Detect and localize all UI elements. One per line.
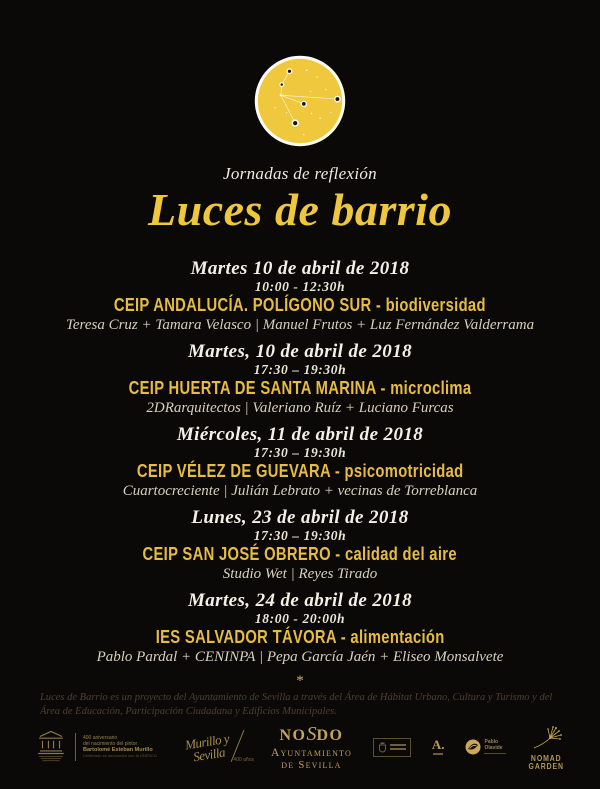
murillo-signature-logo bbox=[178, 725, 254, 769]
dandelion-seed-icon bbox=[530, 724, 564, 750]
nodo-right: DO bbox=[316, 726, 344, 744]
gobierno-text-lines bbox=[390, 743, 406, 752]
session-speakers: Pablo Pardal + CENINPA | Pepa García Jaén + Eliseo Monsalvete bbox=[96, 649, 504, 665]
asterisk-marker: * bbox=[296, 673, 304, 689]
a-logo-underline bbox=[433, 753, 443, 755]
olavide-line1: Pablo bbox=[484, 739, 499, 746]
footnote-text: Luces de Barrio es un proyecto del Ayuntamiento de Sevilla a través del Área de Hábitat Urbano, Cultura y Turismo y del Área de Educación, Participación Ciudadana y Edificios Municipales. bbox=[40, 692, 553, 717]
session-time: 17:30 – 19:30h bbox=[253, 528, 347, 543]
session-venue-topic bbox=[0, 627, 600, 648]
session-venue-topic bbox=[0, 295, 600, 316]
signature-years: 400 años bbox=[233, 757, 254, 763]
session-2 bbox=[0, 341, 600, 418]
unesco-line2: del nacimiento del pintor bbox=[83, 740, 138, 747]
session-date: Lunes, 23 de abril de 2018 bbox=[191, 507, 409, 528]
coat-of-arms-icon bbox=[378, 742, 387, 753]
session-venue-topic bbox=[0, 461, 600, 482]
signature-script-text: Murillo y Sevilla bbox=[183, 730, 231, 765]
session-venue-topic bbox=[0, 378, 600, 399]
session-venue-topic-text: CEIP ANDALUCÍA. POLÍGONO SUR - biodiversidad bbox=[114, 294, 486, 316]
sponsor-logos-row bbox=[0, 717, 600, 777]
page-title: Luces de barrio bbox=[148, 184, 452, 235]
olavide-underline bbox=[484, 753, 506, 754]
session-date: Miércoles, 11 de abril de 2018 bbox=[176, 424, 424, 445]
session-3 bbox=[0, 424, 600, 501]
session-venue-topic-text: CEIP VÉLEZ DE GUEVARA - psicomotricidad bbox=[136, 460, 464, 482]
schedule-list bbox=[0, 258, 600, 667]
session-time: 17:30 – 19:30h bbox=[253, 445, 347, 460]
session-time: 17:30 – 19:30h bbox=[253, 362, 347, 377]
constellation-logo bbox=[0, 0, 600, 149]
unesco-line4: Celebrado en asociación con la UNESCO bbox=[83, 753, 158, 759]
constellation-circle-icon bbox=[252, 53, 348, 149]
garden-label: GARDEN bbox=[528, 761, 565, 771]
olavide-line2: Olavide bbox=[484, 744, 503, 751]
madeja-icon: S bbox=[306, 722, 317, 745]
a-logo-label: A. bbox=[431, 737, 445, 753]
olavide-disc-icon bbox=[465, 739, 481, 755]
olavide-caption bbox=[484, 740, 506, 754]
unesco-temple-icon bbox=[34, 728, 68, 767]
unesco-caption bbox=[83, 735, 157, 760]
session-speakers: 2DRarquitectos | Valeriano Ruíz + Luciano Furcas bbox=[146, 400, 454, 416]
nodo-left: NO bbox=[279, 726, 307, 744]
nomad-label: NOMAD bbox=[531, 753, 563, 763]
session-time: 10:00 - 12:30h bbox=[254, 279, 346, 294]
pablo-olavide-logo bbox=[465, 739, 506, 755]
session-speakers: Cuartocreciente | Julián Lebrato + vecinas de Torreblanca bbox=[122, 483, 478, 499]
session-speakers: Studio Wet | Reyes Tirado bbox=[222, 566, 378, 582]
session-venue-topic-text: CEIP HUERTA DE SANTA MARINA - microclima bbox=[128, 377, 472, 399]
session-venue-topic-text: IES SALVADOR TÁVORA - alimentación bbox=[155, 626, 445, 648]
session-1 bbox=[0, 258, 600, 335]
unesco-line3: Bartolomé Esteban Murillo bbox=[83, 746, 153, 753]
gobierno-espana-logo bbox=[373, 738, 411, 757]
session-venue-topic-text: CEIP SAN JOSÉ OBRERO - calidad del aire bbox=[142, 543, 458, 565]
unesco-murillo-logo bbox=[34, 728, 157, 767]
nodo-sevilla-logo bbox=[271, 724, 352, 771]
session-4 bbox=[0, 507, 600, 584]
session-venue-topic bbox=[0, 544, 600, 565]
session-date: Martes, 10 de abril de 2018 bbox=[187, 341, 412, 362]
session-date: Martes 10 de abril de 2018 bbox=[190, 258, 410, 279]
session-speakers: Teresa Cruz + Tamara Velasco | Manuel Frutos + Luz Fernández Valderrama bbox=[65, 317, 535, 333]
unesco-line1: 400 aniversario bbox=[83, 734, 118, 741]
session-date: Martes, 24 de abril de 2018 bbox=[187, 590, 412, 611]
a-logo bbox=[432, 739, 445, 755]
event-subtitle: Jornadas de reflexión bbox=[223, 164, 377, 183]
de-sevilla-label: de Sevilla bbox=[281, 758, 342, 771]
session-time: 18:00 - 20:00h bbox=[254, 611, 346, 626]
nodo-motto bbox=[271, 724, 352, 744]
session-5 bbox=[0, 590, 600, 667]
nomad-garden-logo bbox=[527, 724, 566, 771]
ayuntamiento-label: Ayuntamiento bbox=[270, 746, 352, 759]
divider bbox=[75, 733, 76, 761]
